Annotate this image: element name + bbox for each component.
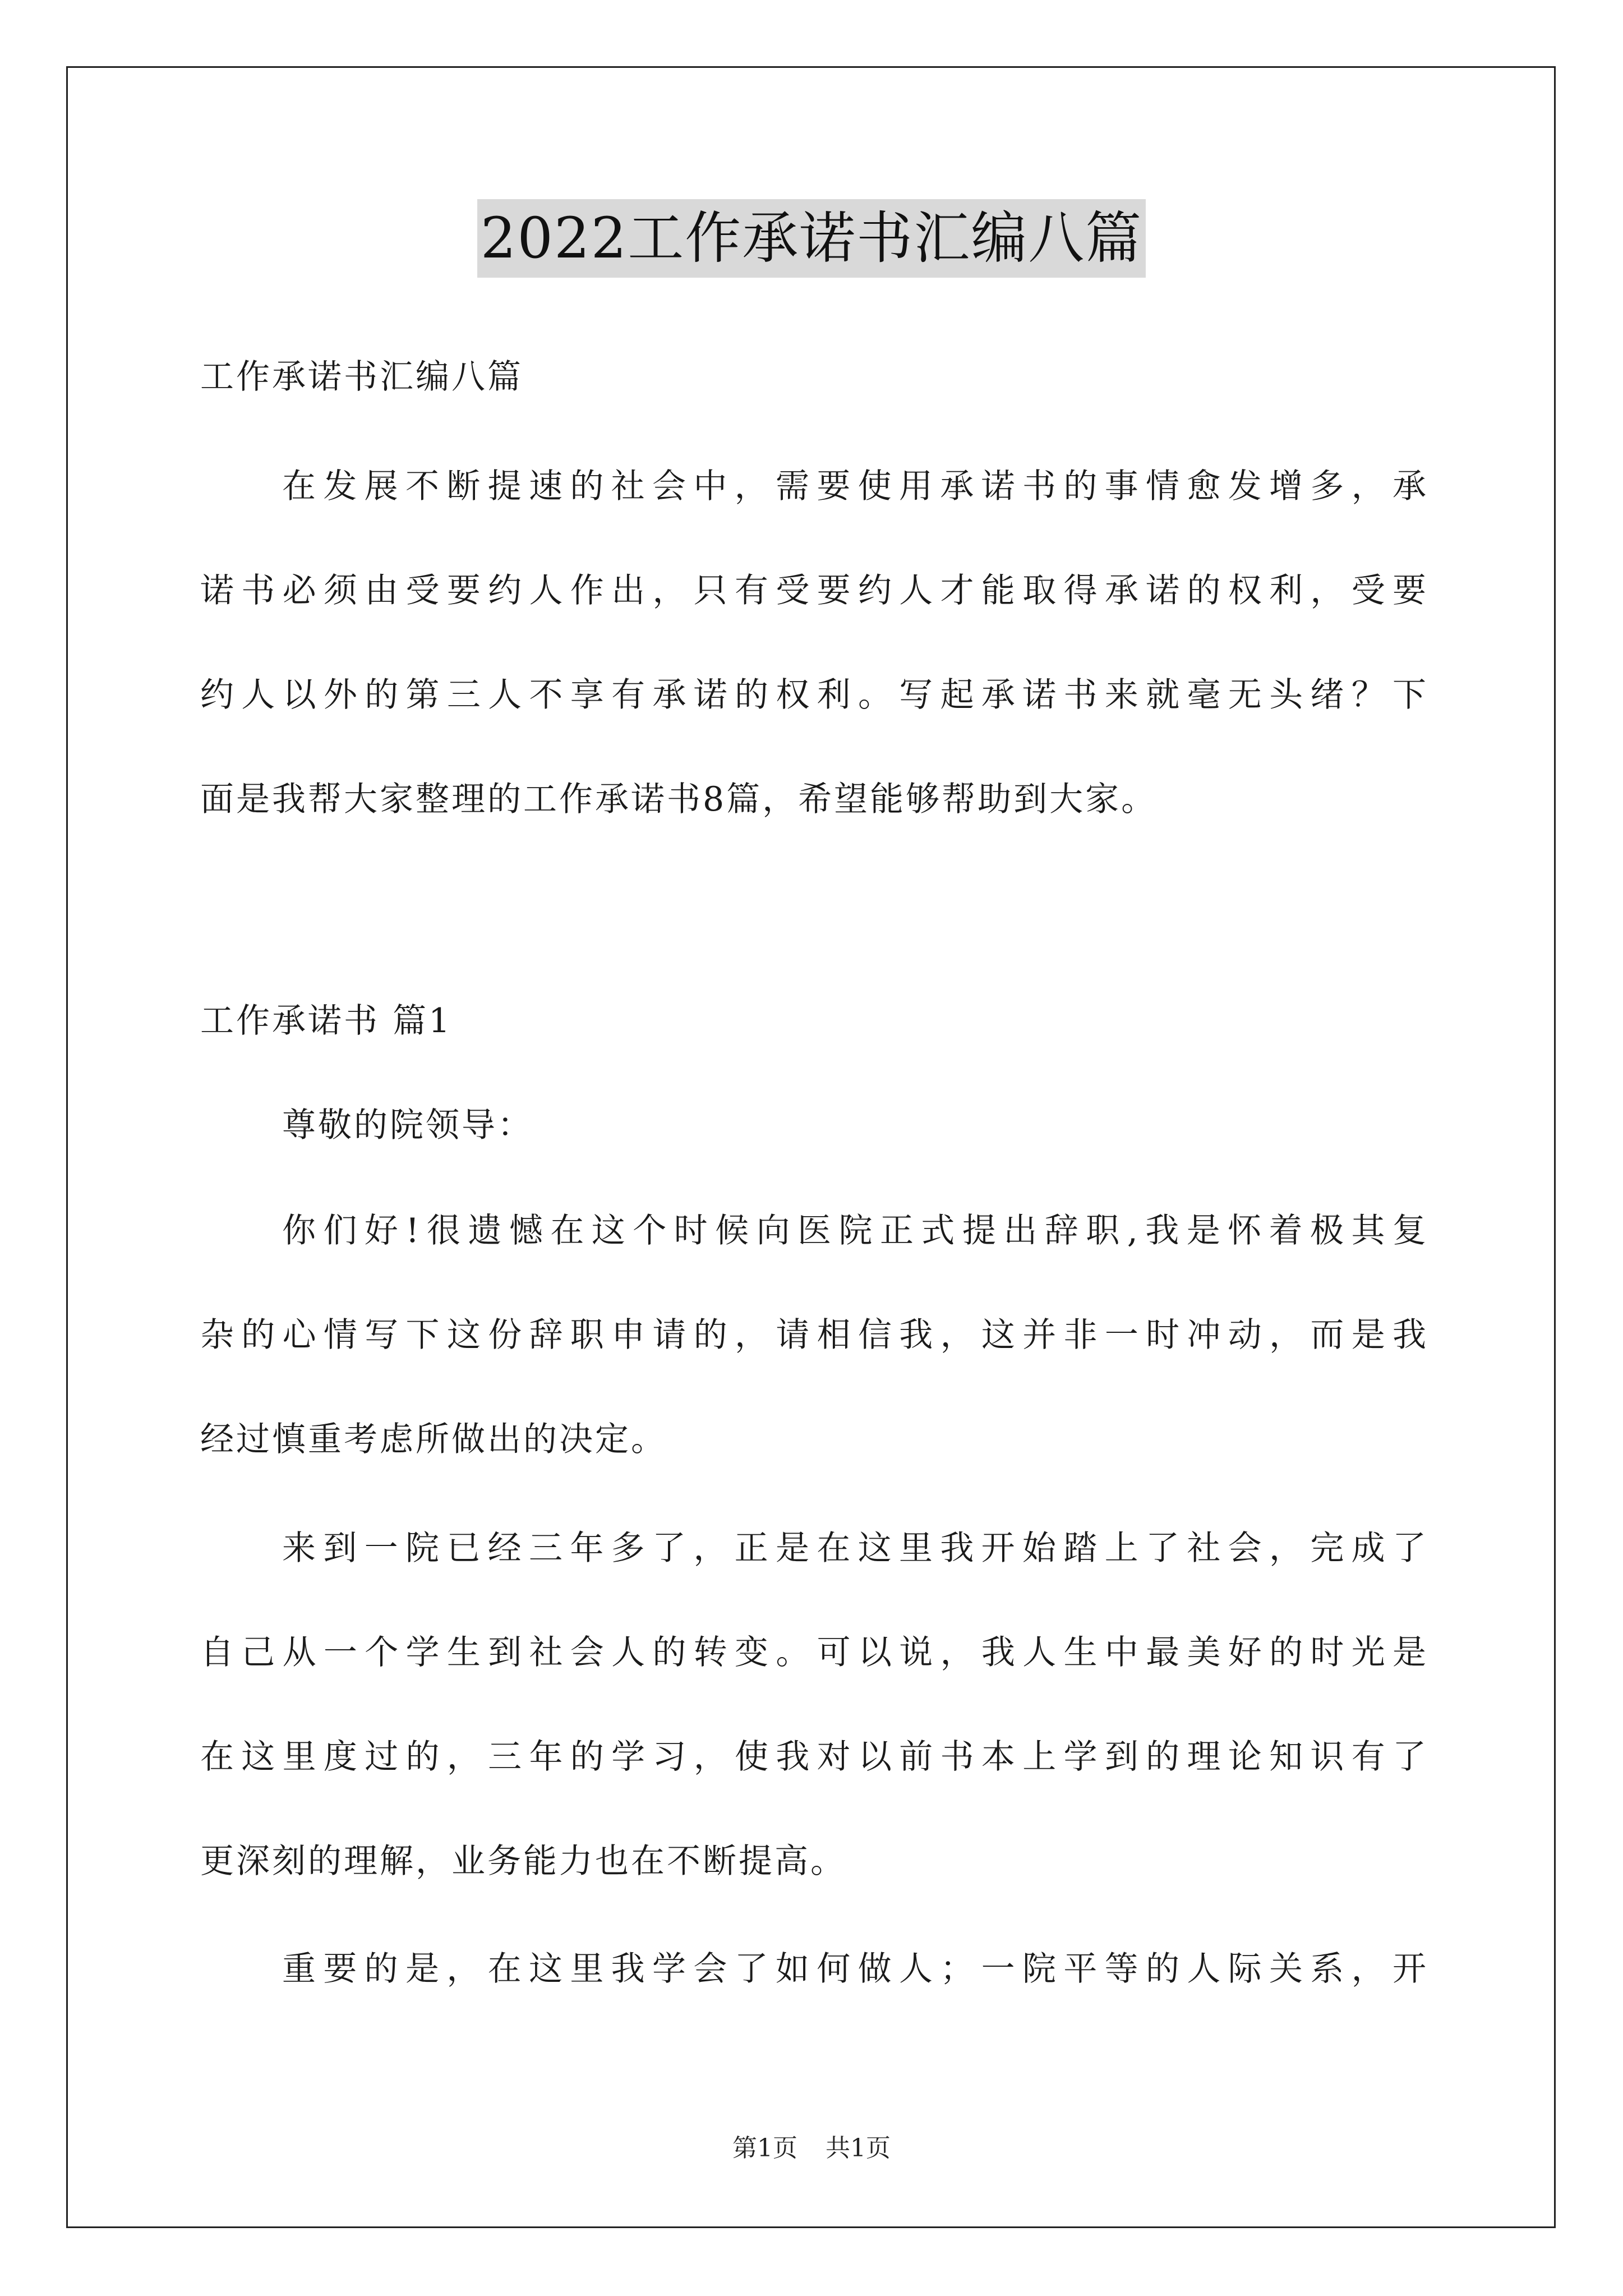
- section-heading: 工作承诺书 篇1: [200, 1001, 453, 1041]
- page-total: 共1页: [826, 2134, 891, 2162]
- paragraph-line: 杂的心情写下这份辞职申请的，请相信我，这并非一时冲动，而是我: [200, 1315, 1428, 1355]
- intro-line: 约人以外的第三人不享有承诺的权利。写起承诺书来就毫无头绪？下: [200, 675, 1428, 715]
- intro-line: 在发展不断提速的社会中，需要使用承诺书的事情愈发增多，承: [282, 467, 1428, 506]
- intro-line: 面是我帮大家整理的工作承诺书8篇，希望能够帮助到大家。: [200, 780, 1158, 819]
- paragraph-line: 你们好!很遗憾在这个时候向医院正式提出辞职,我是怀着极其复: [282, 1211, 1428, 1250]
- page-footer: [0, 2132, 1623, 2165]
- paragraph-line: 经过慎重考虑所做出的决定。: [200, 1420, 667, 1459]
- page-number: 第1页: [732, 2134, 797, 2162]
- salutation: 尊敬的院领导：: [282, 1106, 533, 1145]
- paragraph-line: 更深刻的理解，业务能力也在不断提高。: [200, 1842, 846, 1881]
- subtitle: 工作承诺书汇编八篇: [200, 357, 523, 397]
- paragraph-line: 重要的是，在这里我学会了如何做人；一院平等的人际关系，开: [282, 1949, 1428, 1989]
- paragraph-line: 来到一院已经三年多了，正是在这里我开始踏上了社会，完成了: [282, 1529, 1428, 1568]
- paragraph-line: 自己从一个学生到社会人的转变。可以说，我人生中最美好的时光是: [200, 1633, 1428, 1672]
- title-area: [0, 199, 1623, 278]
- intro-line: 诺书必须由受要约人作出，只有受要约人才能取得承诺的权利，受要: [200, 571, 1428, 610]
- paragraph-line: 在这里度过的，三年的学习，使我对以前书本上学到的理论知识有了: [200, 1737, 1428, 1777]
- document-title: 2022工作承诺书汇编八篇: [477, 199, 1146, 278]
